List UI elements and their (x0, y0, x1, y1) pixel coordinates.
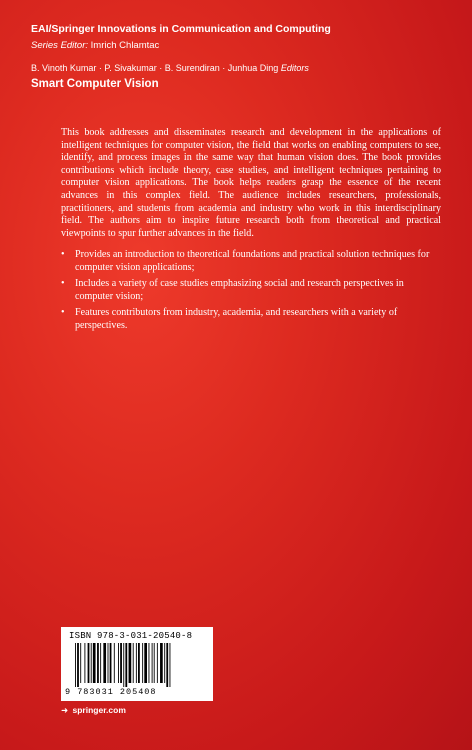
isbn-label: ISBN 978-3-031-20540-8 (69, 631, 193, 641)
series-editor (31, 40, 159, 51)
barcode-bar (154, 643, 155, 683)
barcode-bar (136, 643, 137, 683)
series-editor-label: Series Editor: (31, 40, 89, 51)
arrow-right-icon: ➜ (61, 705, 69, 715)
feature-text: Provides an introduction to theoretical foundations and practical solution techniques for computer vision applications; (75, 249, 430, 273)
barcode-bar (149, 643, 150, 683)
editors-role: Editors (280, 63, 309, 73)
barcode-bar (77, 643, 79, 687)
feature-list (61, 249, 441, 337)
barcode-bar (170, 643, 171, 687)
publisher-url-text: springer.com (72, 705, 126, 715)
barcode-bar (75, 643, 76, 687)
editors-line (31, 63, 309, 73)
barcode-bar (91, 643, 92, 683)
barcode-bar (88, 643, 90, 683)
feature-item (61, 307, 441, 332)
barcode-bar (100, 643, 101, 683)
feature-item (61, 278, 441, 303)
barcode-bar (110, 643, 112, 683)
book-title: Smart Computer Vision (31, 78, 159, 90)
barcode-bar (125, 643, 127, 687)
barcode-bar (84, 643, 85, 683)
feature-text: Features contributors from industry, academia, and researchers with a variety of perspectives. (75, 307, 398, 331)
barcode-bar (120, 643, 122, 683)
barcode-bar (97, 643, 99, 683)
barcode-digits: 9 783031 205408 (65, 687, 157, 697)
barcode-bar (152, 643, 153, 683)
series-title: EAI/Springer Innovations in Communication and Computing (31, 23, 331, 35)
barcode-bar (133, 643, 134, 683)
bullet-icon: • (61, 249, 65, 260)
barcode-bar (118, 643, 119, 683)
barcode-bar (144, 643, 147, 683)
barcode-bar (93, 643, 96, 683)
feature-item (61, 249, 441, 274)
barcode-bar (80, 643, 81, 683)
barcode-bar (164, 643, 165, 683)
barcode-bar (123, 643, 124, 687)
barcode-bar (160, 643, 163, 683)
editor-names: B. Vinoth Kumar · P. Sivakumar · B. Surendiran · Junhua Ding (31, 63, 279, 73)
barcode-bar (114, 643, 115, 683)
bullet-icon: • (61, 307, 65, 319)
bullet-icon: • (61, 278, 65, 290)
feature-text: Includes a variety of case studies emphasizing social and research perspectives in computer vision; (75, 278, 404, 302)
series-editor-name: Imrich Chlamtac (90, 40, 160, 51)
barcode-panel (61, 627, 213, 701)
barcode-bar (138, 643, 140, 683)
barcode-bar (129, 643, 132, 683)
barcode-bar (103, 643, 106, 683)
book-description: This book addresses and disseminates research and development in the applications of intelligent techniques for computer vision, the field that works on enabling computers to see, identify, and process images in the same way that human vision does. The book provides contributions which include theory, case studies, and intelligent techniques pertaining to computer vision applications. The book helps readers grasp the essence of the recent advances in this complex field. The audience includes researchers, professionals, practitioners, and students from academia and industry who work in this interdisciplinary field. The authors aim to inspire future research both from theoretical and practical viewpoints to spur further advances in the field. (61, 127, 441, 239)
barcode-icon (75, 643, 209, 687)
barcode-bar (142, 643, 143, 683)
barcode-bar (108, 643, 109, 683)
publisher-url[interactable] (61, 705, 126, 716)
barcode-bar (166, 643, 168, 687)
barcode-bar (157, 643, 158, 683)
